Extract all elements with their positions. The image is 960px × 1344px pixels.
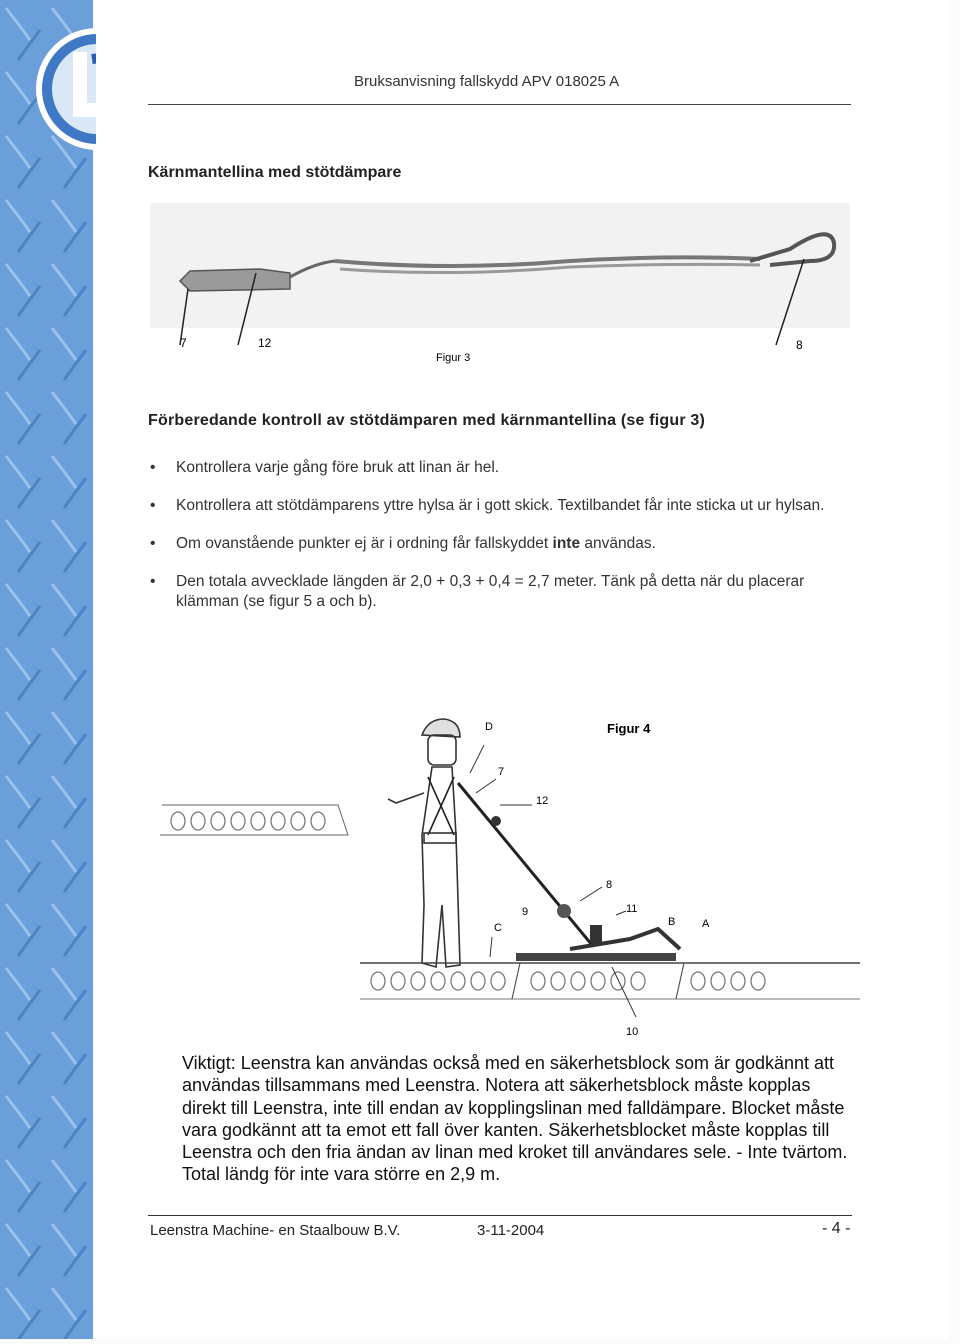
slab-joint-1 — [512, 963, 520, 999]
worker-figure — [388, 719, 460, 967]
footer-company: Leenstra Machine- en Staalbouw B.V. — [150, 1222, 401, 1239]
anchor-post — [590, 925, 602, 943]
callout-7 — [476, 779, 496, 793]
section-title: Kärnmantellina med stötdämpare — [148, 164, 402, 181]
bullet-item: • Kontrollera att stötdämparens yttre hylsa är i gott skick. Textilbandet får inte sticka ut ur hylsan. — [150, 497, 825, 514]
figure4-caption: Figur 4 — [607, 721, 651, 736]
hook-marker — [557, 904, 571, 918]
figure3-caption: Figur 3 — [436, 352, 471, 364]
label-c: C — [494, 922, 502, 934]
lanyard-line — [458, 783, 592, 945]
label-7: 7 — [498, 766, 505, 778]
slab-joint-2 — [676, 963, 684, 999]
bullet-item: • Den totala avvecklade längden är 2,0 + 0,3 + 0,4 = 2,7 meter. Tänk på detta när du placerar klämman (se figur 5 a och b). — [150, 573, 805, 610]
footer-divider — [148, 1215, 852, 1216]
label-11: 11 — [626, 903, 638, 915]
document-header-title: Bruksanvisning fallskydd APV 018025 A — [354, 73, 620, 90]
upper-slab-hollow-cores — [171, 812, 325, 830]
callout-d — [470, 745, 484, 773]
bullet-item: • Om ovanstående punkter ej är i ordning får fallskyddet inte användas. — [150, 535, 656, 552]
shock-absorber-marker — [491, 816, 501, 826]
figure-3-lanyard-illustration — [150, 203, 850, 373]
shock-absorber — [180, 269, 290, 291]
anchor-base — [516, 953, 676, 961]
label-10: 10 — [626, 1026, 639, 1038]
figure-4-fall-arrest-diagram — [160, 705, 860, 1045]
label-d: D — [485, 721, 493, 733]
upper-slab-edge — [160, 805, 348, 835]
footer-date: 3-11-2004 — [477, 1222, 545, 1239]
inspection-bullet-list — [148, 458, 848, 630]
header-divider — [148, 104, 851, 105]
label-8: 8 — [606, 879, 613, 891]
callout-8 — [580, 887, 602, 901]
footer-page-number: - 4 - — [822, 1220, 851, 1237]
callout-11 — [616, 911, 626, 915]
bullet-item: • Kontrollera varje gång före bruk att linan är hel. — [150, 459, 500, 476]
figure3-label-12: 12 — [258, 336, 272, 350]
important-note: Viktigt: Leenstra kan användas också med en säkerhetsblock som är godkännt att användas tillsammans med Leenstra. Notera att säkerhetsblock måste kopplas direkt till Leenstra, inte till endan av kopplingslinan med falldämpare. Blocket måste vara godkännt att ta emot ett fall över kanten. Säkerhetsblocket måste kopplas till Leenstra och den fria ändan av linan med kroket till användares sele. - Inte tvärtom. Total ländg för inte vara större en 2,9 m. — [182, 1053, 848, 1185]
lower-slab-hollow-cores — [371, 972, 765, 990]
figure3-label-8: 8 — [796, 338, 803, 352]
inspection-subheading: Förberedande kontroll av stötdämparen med kärnmantellina (se figur 3) — [148, 412, 706, 429]
callout-c — [490, 937, 492, 957]
label-9: 9 — [522, 906, 529, 918]
decorative-sidebar — [0, 0, 93, 1339]
label-12: 12 — [536, 795, 549, 807]
label-b: B — [668, 916, 676, 928]
figure3-label-7: 7 — [180, 336, 187, 350]
diamond-plate-pattern — [0, 0, 93, 1339]
emphasis-inte: inte — [552, 535, 581, 552]
label-a: A — [702, 918, 710, 930]
